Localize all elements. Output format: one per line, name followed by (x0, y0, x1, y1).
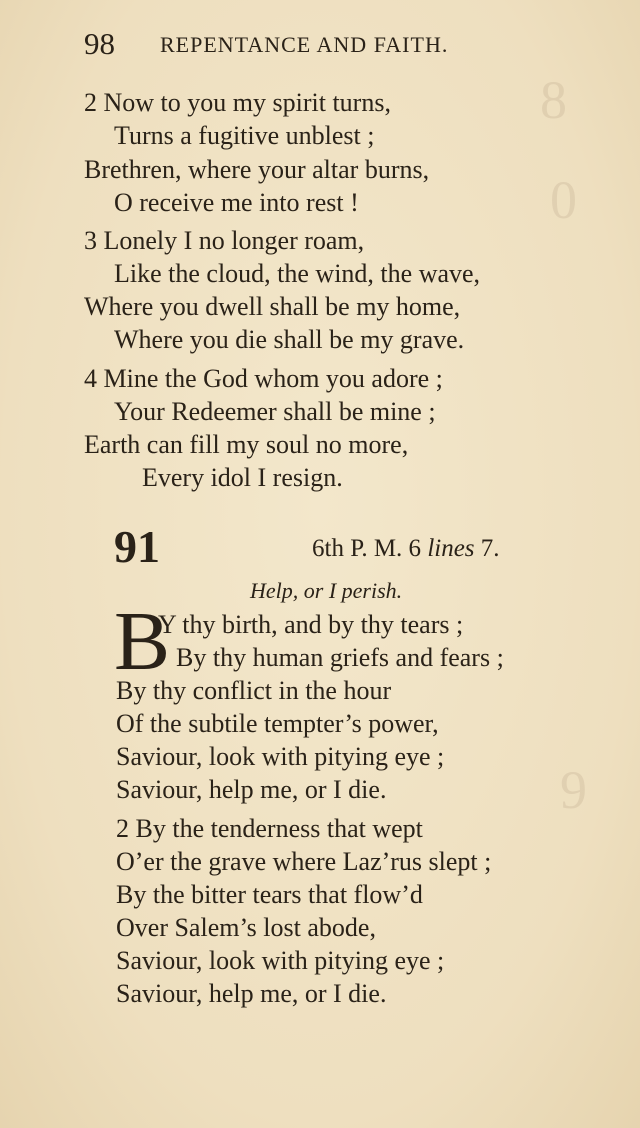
verse-line: By thy conflict in the hour (116, 676, 392, 705)
verse-line: Saviour, help me, or I die. (116, 979, 387, 1008)
verse-line: Saviour, help me, or I die. (116, 775, 387, 804)
bleed-through-mark: 0 (550, 170, 577, 230)
running-head (84, 26, 544, 62)
verse-line: Like the cloud, the wind, the wave, (114, 259, 481, 288)
verse-line: Earth can fill my soul no more, (84, 430, 409, 459)
verse-line: O’er the grave where Laz’rus slept ; (116, 847, 492, 876)
verse-line: O receive me into rest ! (114, 188, 359, 217)
verse-line: By thy human griefs and fears ; (176, 643, 504, 672)
verse-line: 2 Now to you my spirit turns, (84, 88, 391, 117)
verse-line: Of the subtile tempter’s power, (116, 709, 439, 738)
bleed-through-mark: 8 (540, 70, 567, 130)
verse-line: Where you dwell shall be my home, (84, 292, 461, 321)
verse-line: Saviour, look with pitying eye ; (116, 946, 445, 975)
page-number: 98 (84, 26, 115, 61)
verse-line: By the bitter tears that flow’d (116, 880, 423, 909)
meter-text: 6th P. M. 6 (312, 535, 428, 562)
hymn-subtitle: Help, or I perish. (250, 578, 403, 603)
verse-line: Brethren, where your altar burns, (84, 155, 430, 184)
bleed-through-mark: 9 (560, 760, 587, 820)
verse-line: 4 Mine the God whom you adore ; (84, 364, 443, 393)
meter-lines-word: lines (427, 535, 475, 562)
verse-line: Every idol I resign. (142, 463, 343, 492)
drop-cap: B (114, 595, 171, 688)
section-title: REPENTANCE AND FAITH. (160, 32, 449, 57)
verse-line: 3 Lonely I no longer roam, (84, 226, 365, 255)
meter-suffix: 7. (474, 535, 500, 562)
hymn-meter (312, 533, 500, 565)
verse-line: Y thy birth, and by thy tears ; (158, 610, 464, 639)
verse-line: Over Salem’s lost abode, (116, 913, 376, 942)
hymn-number: 91 (114, 521, 160, 572)
verse-line: 2 By the tenderness that wept (116, 814, 423, 843)
verse-line: Your Redeemer shall be mine ; (114, 397, 436, 426)
verse-line: Turns a fugitive unblest ; (114, 121, 375, 150)
verse-line: Where you die shall be my grave. (114, 325, 465, 354)
verse-line: Saviour, look with pitying eye ; (116, 742, 445, 771)
